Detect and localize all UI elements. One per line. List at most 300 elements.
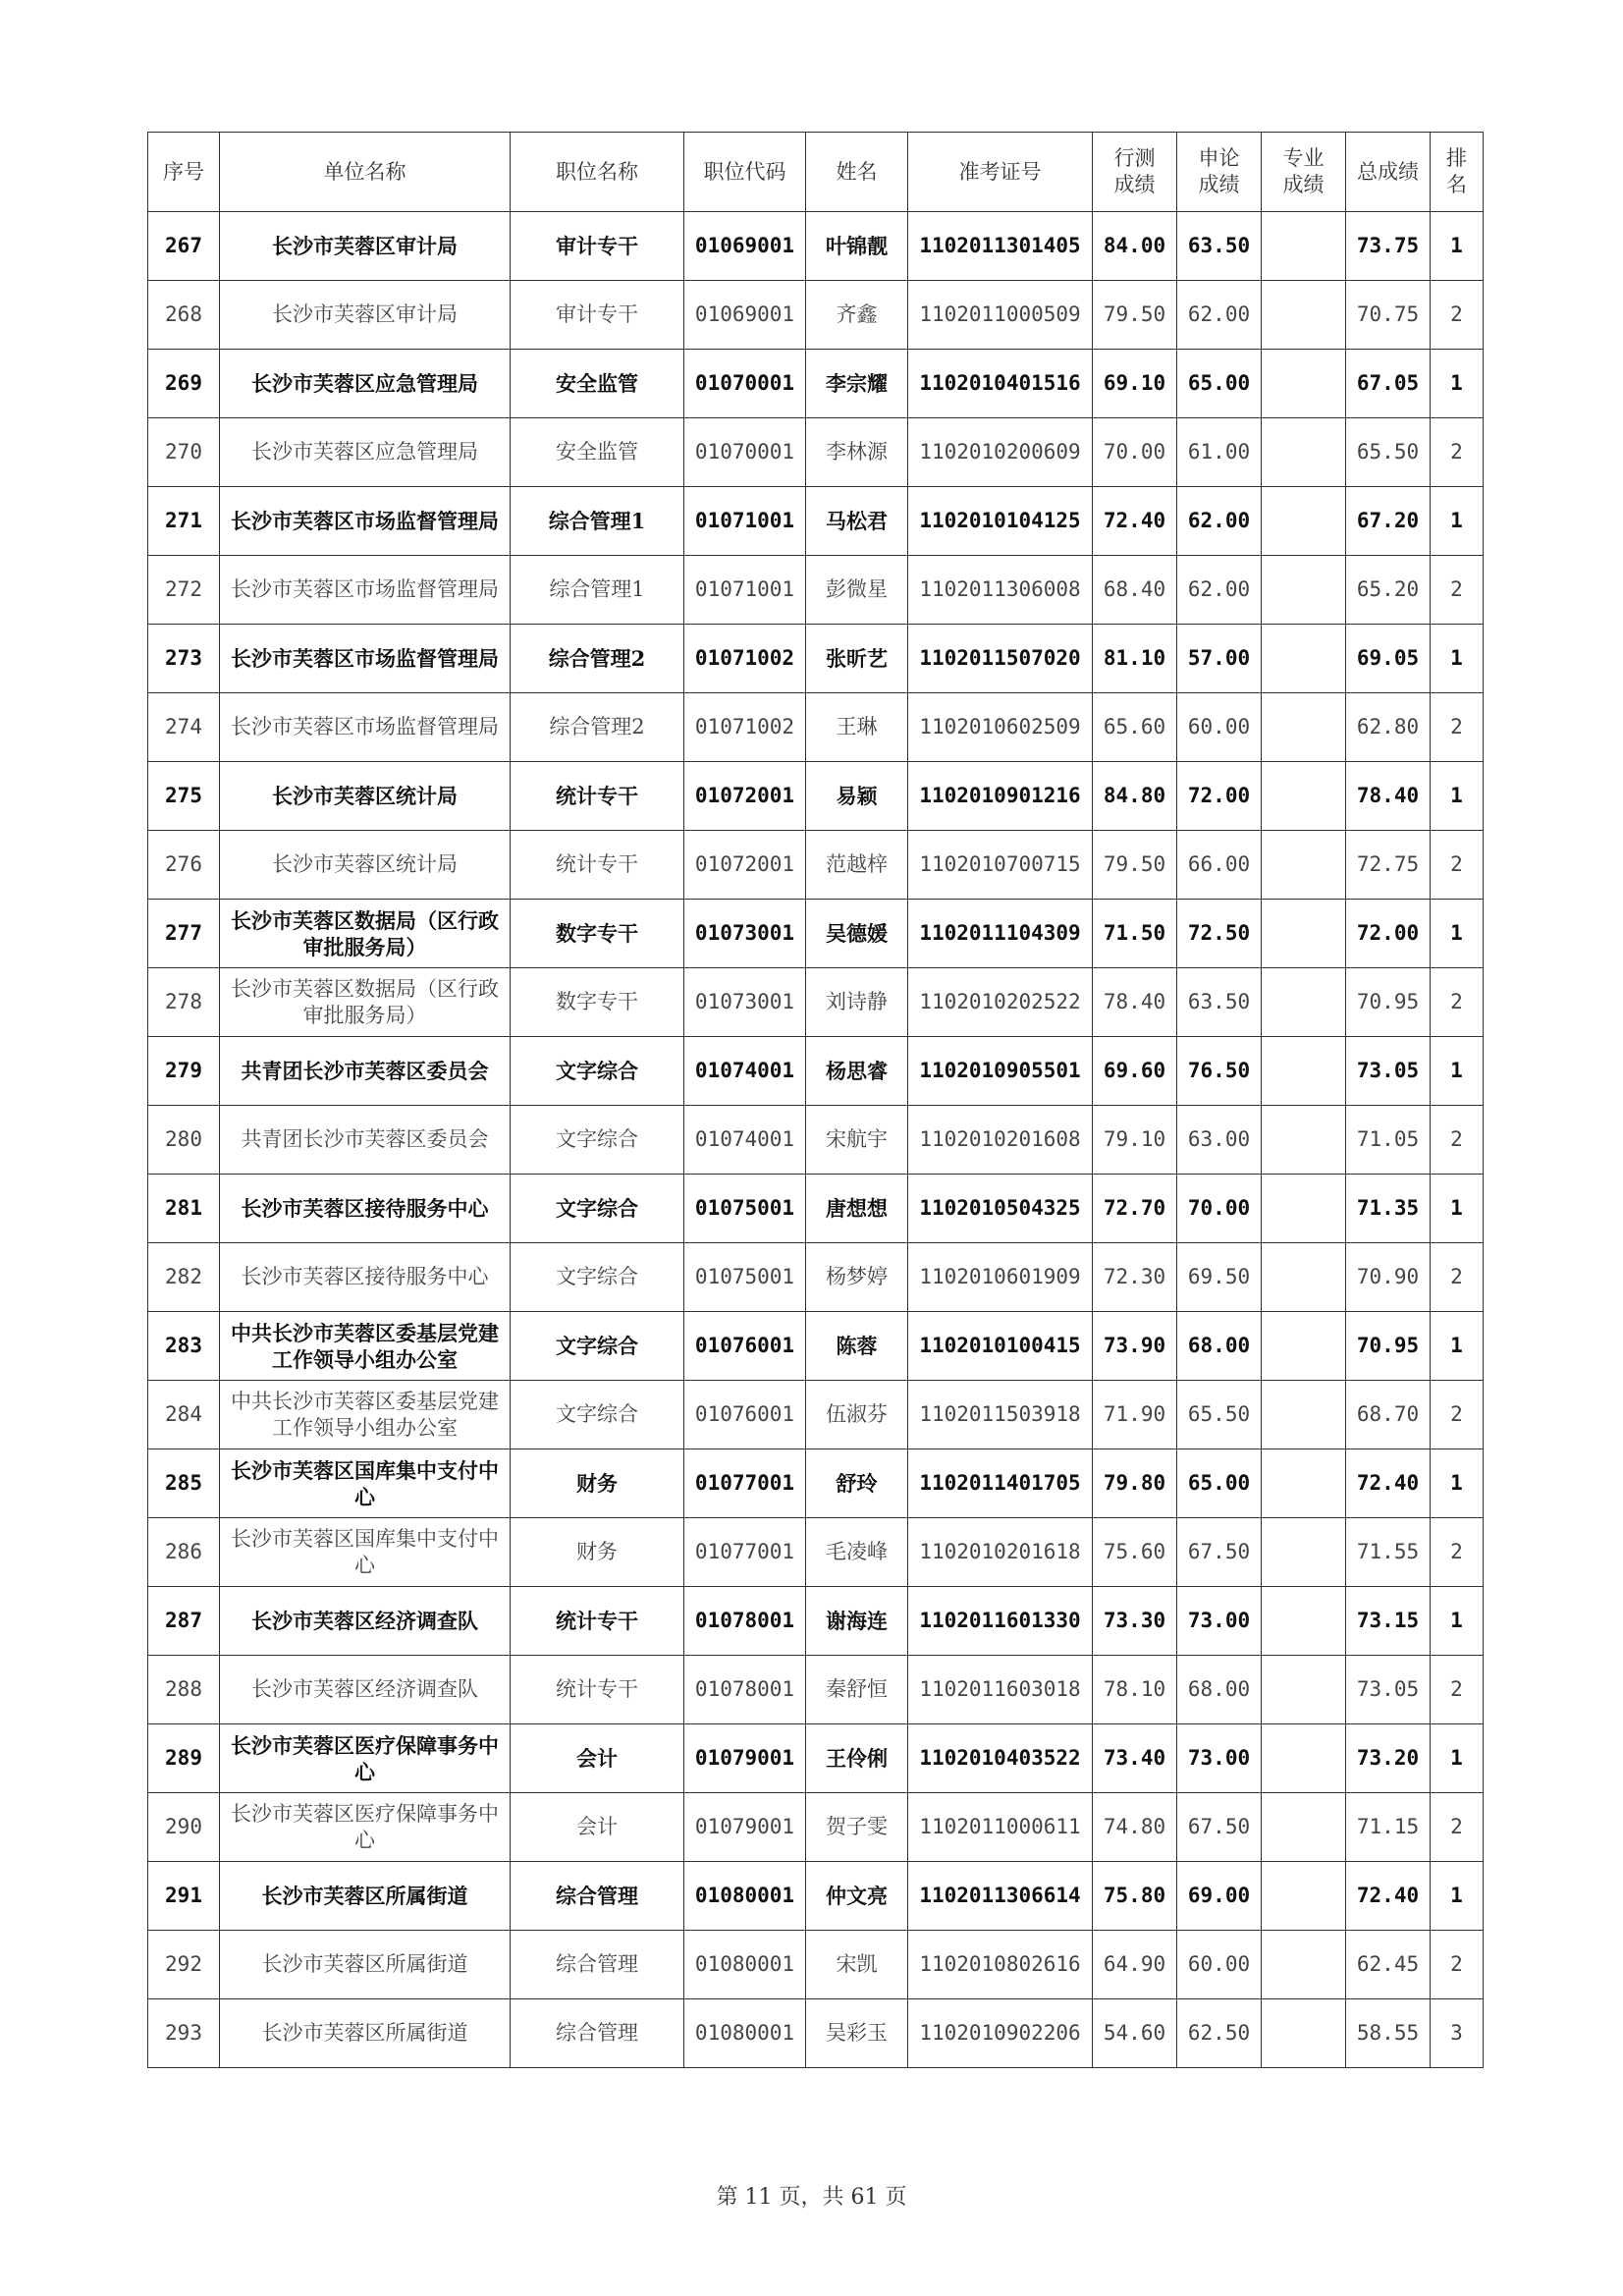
table-header-row	[148, 133, 1484, 212]
cell-unit: 长沙市芙蓉区市场监督管理局	[220, 625, 511, 693]
cell-xingce: 68.40	[1093, 556, 1177, 625]
cell-position: 综合管理2	[511, 625, 684, 693]
cell-shenlun: 57.00	[1177, 625, 1262, 693]
cell-unit: 中共长沙市芙蓉区委基层党建工作领导小组办公室	[220, 1312, 511, 1381]
cell-exam-id: 1102010601909	[908, 1243, 1093, 1312]
cell-position: 数字专干	[511, 968, 684, 1037]
cell-seq: 288	[148, 1656, 220, 1724]
cell-shenlun: 65.00	[1177, 1449, 1262, 1518]
cell-professional	[1262, 1449, 1346, 1518]
cell-seq: 293	[148, 1999, 220, 2068]
cell-rank: 2	[1431, 1793, 1484, 1862]
cell-shenlun: 72.00	[1177, 762, 1262, 831]
cell-seq: 279	[148, 1037, 220, 1106]
cell-code: 01077001	[684, 1518, 806, 1587]
cell-shenlun: 70.00	[1177, 1175, 1262, 1243]
cell-position: 会计	[511, 1724, 684, 1793]
cell-exam-id: 1102010104125	[908, 487, 1093, 556]
cell-total: 62.80	[1346, 693, 1431, 762]
cell-name: 齐鑫	[806, 281, 908, 350]
cell-professional	[1262, 1518, 1346, 1587]
cell-rank: 1	[1431, 1312, 1484, 1381]
cell-position: 统计专干	[511, 831, 684, 900]
cell-code: 01070001	[684, 418, 806, 487]
cell-shenlun: 63.50	[1177, 212, 1262, 281]
cell-name: 仲文亮	[806, 1862, 908, 1931]
cell-code: 01069001	[684, 281, 806, 350]
cell-xingce: 64.90	[1093, 1931, 1177, 1999]
cell-position: 综合管理	[511, 1931, 684, 1999]
cell-shenlun: 63.50	[1177, 968, 1262, 1037]
cell-exam-id: 1102010403522	[908, 1724, 1093, 1793]
cell-seq: 272	[148, 556, 220, 625]
cell-name: 张昕艺	[806, 625, 908, 693]
cell-name: 毛凌峰	[806, 1518, 908, 1587]
cell-professional	[1262, 831, 1346, 900]
cell-total: 65.20	[1346, 556, 1431, 625]
cell-rank: 2	[1431, 1381, 1484, 1449]
cell-rank: 2	[1431, 1106, 1484, 1175]
cell-position: 会计	[511, 1793, 684, 1862]
cell-unit: 长沙市芙蓉区所属街道	[220, 1862, 511, 1931]
cell-xingce: 78.10	[1093, 1656, 1177, 1724]
cell-total: 67.20	[1346, 487, 1431, 556]
cell-xingce: 79.80	[1093, 1449, 1177, 1518]
cell-professional	[1262, 418, 1346, 487]
cell-code: 01074001	[684, 1037, 806, 1106]
cell-total: 58.55	[1346, 1999, 1431, 2068]
cell-professional	[1262, 1312, 1346, 1381]
cell-rank: 1	[1431, 1175, 1484, 1243]
cell-code: 01080001	[684, 1862, 806, 1931]
table-row	[148, 900, 1484, 968]
cell-professional	[1262, 1862, 1346, 1931]
table-row	[148, 1587, 1484, 1656]
cell-shenlun: 65.00	[1177, 350, 1262, 418]
cell-unit: 长沙市芙蓉区所属街道	[220, 1931, 511, 1999]
table-row	[148, 212, 1484, 281]
cell-code: 01073001	[684, 900, 806, 968]
cell-seq: 275	[148, 762, 220, 831]
cell-xingce: 71.90	[1093, 1381, 1177, 1449]
cell-position: 文字综合	[511, 1312, 684, 1381]
cell-unit: 长沙市芙蓉区所属街道	[220, 1999, 511, 2068]
cell-code: 01072001	[684, 831, 806, 900]
cell-position: 综合管理1	[511, 487, 684, 556]
cell-xingce: 65.60	[1093, 693, 1177, 762]
cell-code: 01073001	[684, 968, 806, 1037]
cell-total: 72.40	[1346, 1862, 1431, 1931]
cell-exam-id: 1102011603018	[908, 1656, 1093, 1724]
cell-unit: 长沙市芙蓉区数据局（区行政审批服务局）	[220, 900, 511, 968]
cell-professional	[1262, 487, 1346, 556]
cell-seq: 277	[148, 900, 220, 968]
cell-unit: 长沙市芙蓉区审计局	[220, 281, 511, 350]
cell-unit: 长沙市芙蓉区医疗保障事务中心	[220, 1793, 511, 1862]
cell-seq: 273	[148, 625, 220, 693]
cell-unit: 共青团长沙市芙蓉区委员会	[220, 1106, 511, 1175]
cell-name: 宋航宇	[806, 1106, 908, 1175]
cell-total: 67.05	[1346, 350, 1431, 418]
cell-professional	[1262, 1931, 1346, 1999]
cell-seq: 287	[148, 1587, 220, 1656]
cell-position: 数字专干	[511, 900, 684, 968]
cell-unit: 长沙市芙蓉区经济调查队	[220, 1587, 511, 1656]
cell-total: 78.40	[1346, 762, 1431, 831]
cell-seq: 290	[148, 1793, 220, 1862]
table-row	[148, 1381, 1484, 1449]
cell-total: 72.75	[1346, 831, 1431, 900]
header-xingce: 行测成绩	[1093, 133, 1177, 212]
cell-rank: 2	[1431, 1656, 1484, 1724]
cell-xingce: 73.30	[1093, 1587, 1177, 1656]
cell-unit: 长沙市芙蓉区市场监督管理局	[220, 487, 511, 556]
header-code: 职位代码	[684, 133, 806, 212]
score-table	[147, 132, 1484, 2068]
cell-exam-id: 1102010504325	[908, 1175, 1093, 1243]
cell-xingce: 81.10	[1093, 625, 1177, 693]
cell-professional	[1262, 900, 1346, 968]
cell-rank: 1	[1431, 350, 1484, 418]
header-shenlun: 申论成绩	[1177, 133, 1262, 212]
cell-position: 审计专干	[511, 212, 684, 281]
cell-unit: 长沙市芙蓉区医疗保障事务中心	[220, 1724, 511, 1793]
cell-rank: 2	[1431, 693, 1484, 762]
cell-total: 70.95	[1346, 968, 1431, 1037]
cell-code: 01071002	[684, 625, 806, 693]
cell-xingce: 54.60	[1093, 1999, 1177, 2068]
cell-professional	[1262, 1587, 1346, 1656]
cell-rank: 1	[1431, 1724, 1484, 1793]
cell-shenlun: 67.50	[1177, 1793, 1262, 1862]
table-body	[148, 212, 1484, 2068]
header-rank: 排名	[1431, 133, 1484, 212]
cell-professional	[1262, 212, 1346, 281]
cell-exam-id: 1102010201608	[908, 1106, 1093, 1175]
cell-position: 文字综合	[511, 1106, 684, 1175]
cell-xingce: 72.70	[1093, 1175, 1177, 1243]
cell-xingce: 78.40	[1093, 968, 1177, 1037]
cell-shenlun: 68.00	[1177, 1656, 1262, 1724]
cell-unit: 长沙市芙蓉区统计局	[220, 831, 511, 900]
cell-shenlun: 67.50	[1177, 1518, 1262, 1587]
cell-unit: 长沙市芙蓉区接待服务中心	[220, 1175, 511, 1243]
cell-unit: 长沙市芙蓉区国库集中支付中心	[220, 1449, 511, 1518]
cell-shenlun: 65.50	[1177, 1381, 1262, 1449]
cell-name: 李林源	[806, 418, 908, 487]
cell-unit: 长沙市芙蓉区国库集中支付中心	[220, 1518, 511, 1587]
table-row	[148, 350, 1484, 418]
cell-shenlun: 62.00	[1177, 487, 1262, 556]
cell-seq: 274	[148, 693, 220, 762]
cell-exam-id: 1102010201618	[908, 1518, 1093, 1587]
cell-shenlun: 60.00	[1177, 693, 1262, 762]
cell-name: 谢海连	[806, 1587, 908, 1656]
cell-unit: 长沙市芙蓉区统计局	[220, 762, 511, 831]
cell-shenlun: 73.00	[1177, 1587, 1262, 1656]
cell-exam-id: 1102010200609	[908, 418, 1093, 487]
cell-unit: 共青团长沙市芙蓉区委员会	[220, 1037, 511, 1106]
cell-code: 01079001	[684, 1724, 806, 1793]
table-row	[148, 1862, 1484, 1931]
cell-rank: 1	[1431, 1449, 1484, 1518]
cell-name: 杨梦婷	[806, 1243, 908, 1312]
header-position: 职位名称	[511, 133, 684, 212]
cell-name: 吴德媛	[806, 900, 908, 968]
cell-seq: 281	[148, 1175, 220, 1243]
cell-code: 01078001	[684, 1656, 806, 1724]
cell-shenlun: 66.00	[1177, 831, 1262, 900]
cell-position: 文字综合	[511, 1381, 684, 1449]
cell-total: 73.75	[1346, 212, 1431, 281]
table-row	[148, 1999, 1484, 2068]
table-row	[148, 1931, 1484, 1999]
cell-position: 综合管理2	[511, 693, 684, 762]
cell-position: 审计专干	[511, 281, 684, 350]
cell-seq: 285	[148, 1449, 220, 1518]
cell-exam-id: 1102011306008	[908, 556, 1093, 625]
header-name: 姓名	[806, 133, 908, 212]
cell-shenlun: 60.00	[1177, 1931, 1262, 1999]
cell-professional	[1262, 693, 1346, 762]
cell-xingce: 84.00	[1093, 212, 1177, 281]
cell-xingce: 79.50	[1093, 281, 1177, 350]
cell-name: 李宗耀	[806, 350, 908, 418]
cell-position: 安全监管	[511, 418, 684, 487]
cell-name: 舒玲	[806, 1449, 908, 1518]
cell-exam-id: 1102011000611	[908, 1793, 1093, 1862]
cell-position: 统计专干	[511, 1656, 684, 1724]
table-row	[148, 1037, 1484, 1106]
cell-xingce: 79.10	[1093, 1106, 1177, 1175]
cell-seq: 280	[148, 1106, 220, 1175]
header-professional: 专业成绩	[1262, 133, 1346, 212]
cell-total: 73.15	[1346, 1587, 1431, 1656]
cell-total: 62.45	[1346, 1931, 1431, 1999]
header-unit: 单位名称	[220, 133, 511, 212]
table-row	[148, 1793, 1484, 1862]
cell-exam-id: 1102010902206	[908, 1999, 1093, 2068]
cell-exam-id: 1102011601330	[908, 1587, 1093, 1656]
cell-code: 01075001	[684, 1243, 806, 1312]
cell-xingce: 70.00	[1093, 418, 1177, 487]
cell-exam-id: 1102010100415	[908, 1312, 1093, 1381]
cell-name: 贺子雯	[806, 1793, 908, 1862]
table-row	[148, 1724, 1484, 1793]
cell-code: 01079001	[684, 1793, 806, 1862]
cell-professional	[1262, 1656, 1346, 1724]
cell-exam-id: 1102011306614	[908, 1862, 1093, 1931]
cell-seq: 267	[148, 212, 220, 281]
cell-name: 秦舒恒	[806, 1656, 908, 1724]
cell-name: 陈蓉	[806, 1312, 908, 1381]
cell-exam-id: 1102010401516	[908, 350, 1093, 418]
cell-total: 73.20	[1346, 1724, 1431, 1793]
cell-total: 72.40	[1346, 1449, 1431, 1518]
cell-total: 70.90	[1346, 1243, 1431, 1312]
cell-total: 69.05	[1346, 625, 1431, 693]
cell-code: 01080001	[684, 1999, 806, 2068]
cell-name: 杨思睿	[806, 1037, 908, 1106]
cell-rank: 2	[1431, 1243, 1484, 1312]
header-total: 总成绩	[1346, 133, 1431, 212]
cell-professional	[1262, 1381, 1346, 1449]
cell-seq: 289	[148, 1724, 220, 1793]
cell-exam-id: 1102011104309	[908, 900, 1093, 968]
cell-seq: 284	[148, 1381, 220, 1449]
cell-code: 01075001	[684, 1175, 806, 1243]
cell-name: 伍淑芬	[806, 1381, 908, 1449]
cell-total: 71.05	[1346, 1106, 1431, 1175]
cell-total: 65.50	[1346, 418, 1431, 487]
cell-xingce: 73.40	[1093, 1724, 1177, 1793]
cell-code: 01070001	[684, 350, 806, 418]
cell-position: 综合管理	[511, 1862, 684, 1931]
cell-name: 易颖	[806, 762, 908, 831]
cell-professional	[1262, 1724, 1346, 1793]
cell-code: 01071001	[684, 487, 806, 556]
cell-unit: 长沙市芙蓉区审计局	[220, 212, 511, 281]
cell-xingce: 72.30	[1093, 1243, 1177, 1312]
table-row	[148, 556, 1484, 625]
cell-code: 01072001	[684, 762, 806, 831]
cell-shenlun: 61.00	[1177, 418, 1262, 487]
cell-position: 文字综合	[511, 1243, 684, 1312]
cell-unit: 长沙市芙蓉区应急管理局	[220, 350, 511, 418]
cell-rank: 2	[1431, 1518, 1484, 1587]
cell-xingce: 72.40	[1093, 487, 1177, 556]
cell-unit: 中共长沙市芙蓉区委基层党建工作领导小组办公室	[220, 1381, 511, 1449]
page-footer: 第 11 页，共 61 页	[716, 2185, 907, 2210]
cell-seq: 291	[148, 1862, 220, 1931]
cell-unit: 长沙市芙蓉区应急管理局	[220, 418, 511, 487]
cell-position: 文字综合	[511, 1175, 684, 1243]
cell-shenlun: 69.00	[1177, 1862, 1262, 1931]
cell-position: 统计专干	[511, 762, 684, 831]
cell-total: 73.05	[1346, 1656, 1431, 1724]
cell-position: 财务	[511, 1518, 684, 1587]
cell-unit: 长沙市芙蓉区数据局（区行政审批服务局）	[220, 968, 511, 1037]
cell-unit: 长沙市芙蓉区经济调查队	[220, 1656, 511, 1724]
cell-name: 彭微星	[806, 556, 908, 625]
table-row	[148, 1106, 1484, 1175]
table-row	[148, 625, 1484, 693]
header-seq: 序号	[148, 133, 220, 212]
cell-name: 刘诗静	[806, 968, 908, 1037]
table-row	[148, 418, 1484, 487]
cell-professional	[1262, 1793, 1346, 1862]
cell-professional	[1262, 762, 1346, 831]
cell-name: 唐想想	[806, 1175, 908, 1243]
cell-rank: 2	[1431, 831, 1484, 900]
cell-shenlun: 69.50	[1177, 1243, 1262, 1312]
cell-position: 综合管理1	[511, 556, 684, 625]
cell-unit: 长沙市芙蓉区市场监督管理局	[220, 556, 511, 625]
cell-exam-id: 1102011301405	[908, 212, 1093, 281]
cell-name: 马松君	[806, 487, 908, 556]
cell-seq: 276	[148, 831, 220, 900]
cell-seq: 269	[148, 350, 220, 418]
table-row	[148, 762, 1484, 831]
cell-name: 王伶俐	[806, 1724, 908, 1793]
cell-rank: 1	[1431, 1587, 1484, 1656]
cell-xingce: 71.50	[1093, 900, 1177, 968]
cell-name: 范越梓	[806, 831, 908, 900]
cell-code: 01076001	[684, 1381, 806, 1449]
cell-shenlun: 63.00	[1177, 1106, 1262, 1175]
cell-xingce: 74.80	[1093, 1793, 1177, 1862]
cell-code: 01069001	[684, 212, 806, 281]
cell-xingce: 75.80	[1093, 1862, 1177, 1931]
cell-rank: 3	[1431, 1999, 1484, 2068]
cell-total: 71.15	[1346, 1793, 1431, 1862]
cell-professional	[1262, 350, 1346, 418]
cell-unit: 长沙市芙蓉区市场监督管理局	[220, 693, 511, 762]
cell-rank: 2	[1431, 281, 1484, 350]
cell-shenlun: 73.00	[1177, 1724, 1262, 1793]
cell-exam-id: 1102010602509	[908, 693, 1093, 762]
cell-position: 安全监管	[511, 350, 684, 418]
cell-rank: 2	[1431, 1931, 1484, 1999]
cell-rank: 1	[1431, 625, 1484, 693]
cell-shenlun: 62.50	[1177, 1999, 1262, 2068]
cell-professional	[1262, 1175, 1346, 1243]
cell-professional	[1262, 1106, 1346, 1175]
cell-seq: 270	[148, 418, 220, 487]
header-exam-id: 准考证号	[908, 133, 1093, 212]
cell-position: 综合管理	[511, 1999, 684, 2068]
cell-exam-id: 1102011503918	[908, 1381, 1093, 1449]
cell-professional	[1262, 1243, 1346, 1312]
cell-seq: 278	[148, 968, 220, 1037]
cell-rank: 2	[1431, 968, 1484, 1037]
cell-total: 73.05	[1346, 1037, 1431, 1106]
cell-position: 文字综合	[511, 1037, 684, 1106]
cell-shenlun: 76.50	[1177, 1037, 1262, 1106]
cell-exam-id: 1102010202522	[908, 968, 1093, 1037]
cell-professional	[1262, 281, 1346, 350]
cell-exam-id: 1102010700715	[908, 831, 1093, 900]
cell-professional	[1262, 968, 1346, 1037]
cell-rank: 1	[1431, 212, 1484, 281]
cell-unit: 长沙市芙蓉区接待服务中心	[220, 1243, 511, 1312]
cell-name: 叶锦靓	[806, 212, 908, 281]
cell-rank: 1	[1431, 487, 1484, 556]
cell-exam-id: 1102011000509	[908, 281, 1093, 350]
cell-seq: 283	[148, 1312, 220, 1381]
cell-seq: 271	[148, 487, 220, 556]
table-row	[148, 1449, 1484, 1518]
cell-exam-id: 1102011507020	[908, 625, 1093, 693]
cell-code: 01080001	[684, 1931, 806, 1999]
table-row	[148, 693, 1484, 762]
cell-shenlun: 68.00	[1177, 1312, 1262, 1381]
table-row	[148, 1243, 1484, 1312]
cell-xingce: 73.90	[1093, 1312, 1177, 1381]
cell-name: 王琳	[806, 693, 908, 762]
cell-rank: 2	[1431, 418, 1484, 487]
cell-xingce: 84.80	[1093, 762, 1177, 831]
cell-rank: 2	[1431, 556, 1484, 625]
cell-code: 01076001	[684, 1312, 806, 1381]
cell-professional	[1262, 1037, 1346, 1106]
cell-xingce: 75.60	[1093, 1518, 1177, 1587]
cell-xingce: 79.50	[1093, 831, 1177, 900]
cell-shenlun: 72.50	[1177, 900, 1262, 968]
cell-total: 70.95	[1346, 1312, 1431, 1381]
table-row	[148, 1312, 1484, 1381]
cell-code: 01071001	[684, 556, 806, 625]
